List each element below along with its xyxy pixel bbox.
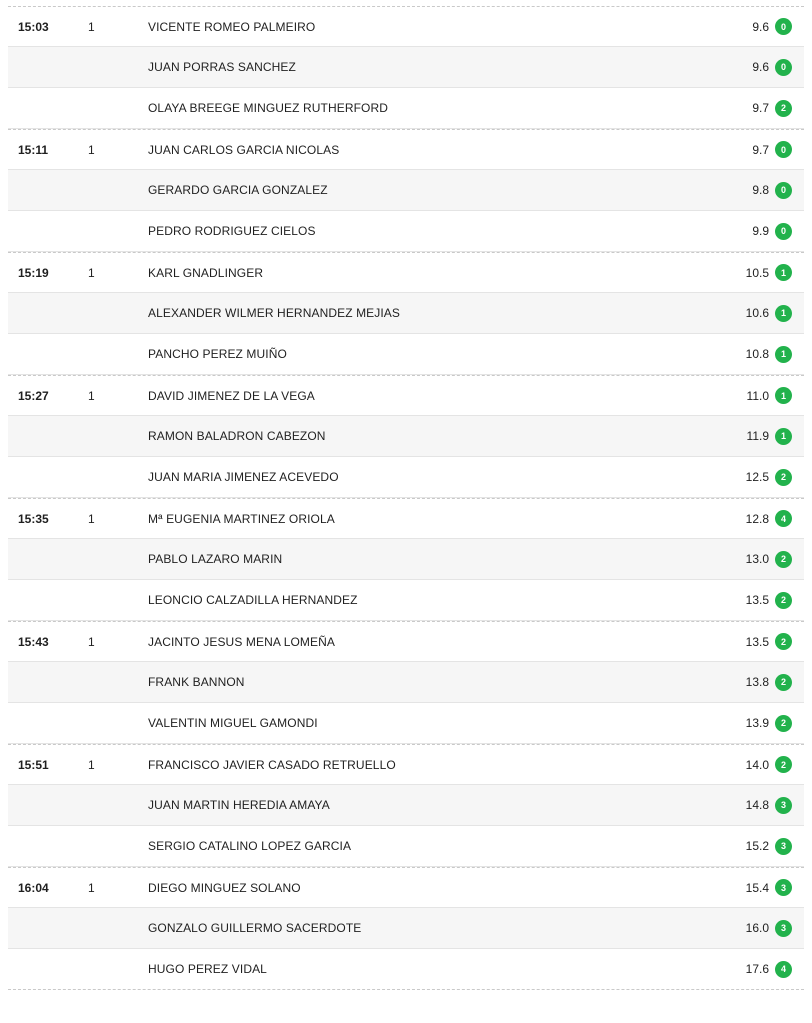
player-handicap: 10.8 (745, 347, 769, 361)
player-name: KARL GNADLINGER (148, 265, 264, 280)
status-badge: 0 (775, 59, 792, 76)
player-row[interactable] (8, 744, 804, 785)
status-badge: 3 (775, 879, 792, 896)
status-badge: 1 (775, 346, 792, 363)
player-handicap: 16.0 (745, 921, 769, 935)
tee-time: 15:11 (18, 142, 49, 157)
player-handicap: 10.6 (745, 306, 769, 320)
player-row[interactable] (8, 498, 804, 539)
player-handicap: 13.9 (745, 716, 769, 730)
status-badge: 2 (775, 633, 792, 650)
tee-number: 1 (88, 388, 95, 403)
player-handicap: 9.8 (752, 183, 769, 197)
player-name: VALENTIN MIGUEL GAMONDI (148, 716, 318, 730)
status-badge: 1 (775, 305, 792, 322)
player-name: JUAN PORRAS SANCHEZ (148, 60, 296, 74)
player-row[interactable] (8, 703, 804, 744)
player-row[interactable] (8, 334, 804, 375)
status-badge: 0 (775, 182, 792, 199)
player-name: JUAN CARLOS GARCIA NICOLAS (148, 142, 340, 157)
player-row[interactable] (8, 580, 804, 621)
player-handicap: 12.5 (745, 470, 769, 484)
tee-number: 1 (88, 265, 95, 280)
tee-time: 15:51 (18, 757, 49, 772)
tee-times-table (8, 0, 804, 990)
player-handicap: 9.9 (752, 224, 769, 238)
status-badge: 3 (775, 920, 792, 937)
player-row[interactable] (8, 47, 804, 88)
player-row[interactable] (8, 6, 804, 47)
player-row[interactable] (8, 826, 804, 867)
player-row[interactable] (8, 88, 804, 129)
status-badge: 2 (775, 469, 792, 486)
player-row[interactable] (8, 375, 804, 416)
player-name: GONZALO GUILLERMO SACERDOTE (148, 921, 362, 935)
status-badge: 0 (775, 141, 792, 158)
player-name: SERGIO CATALINO LOPEZ GARCIA (148, 839, 352, 853)
player-name: GERARDO GARCIA GONZALEZ (148, 183, 328, 197)
tee-time: 16:04 (18, 880, 49, 895)
player-handicap: 9.7 (752, 101, 769, 115)
tee-number: 1 (88, 142, 95, 157)
player-row[interactable] (8, 867, 804, 908)
player-name: JUAN MARIA JIMENEZ ACEVEDO (148, 470, 339, 484)
status-badge: 2 (775, 592, 792, 609)
player-name: PABLO LAZARO MARIN (148, 552, 283, 566)
status-badge: 2 (775, 551, 792, 568)
player-name: FRANCISCO JAVIER CASADO RETRUELLO (148, 757, 396, 772)
status-badge: 2 (775, 756, 792, 773)
player-handicap: 14.8 (745, 798, 769, 812)
player-row[interactable] (8, 662, 804, 703)
tee-time: 15:35 (18, 511, 49, 526)
player-handicap: 13.5 (745, 593, 769, 607)
player-handicap: 13.8 (745, 675, 769, 689)
status-badge: 2 (775, 100, 792, 117)
player-handicap: 9.6 (752, 19, 769, 34)
tee-time: 15:43 (18, 634, 49, 649)
player-row[interactable] (8, 539, 804, 580)
player-row[interactable] (8, 908, 804, 949)
player-row[interactable] (8, 211, 804, 252)
status-badge: 4 (775, 961, 792, 978)
tee-number: 1 (88, 634, 95, 649)
player-name: OLAYA BREEGE MINGUEZ RUTHERFORD (148, 101, 389, 115)
player-handicap: 14.0 (745, 757, 769, 772)
player-name: LEONCIO CALZADILLA HERNANDEZ (148, 593, 358, 607)
player-row[interactable] (8, 416, 804, 457)
player-row[interactable] (8, 785, 804, 826)
player-row[interactable] (8, 621, 804, 662)
player-row[interactable] (8, 949, 804, 990)
player-name: DIEGO MINGUEZ SOLANO (148, 880, 301, 895)
player-name: DAVID JIMENEZ DE LA VEGA (148, 388, 315, 403)
player-handicap: 9.6 (752, 60, 769, 74)
tee-number: 1 (88, 880, 95, 895)
tee-time: 15:19 (18, 265, 49, 280)
status-badge: 1 (775, 428, 792, 445)
player-handicap: 9.7 (752, 142, 769, 157)
player-name: ALEXANDER WILMER HERNANDEZ MEJIAS (148, 306, 401, 320)
status-badge: 1 (775, 264, 792, 281)
player-name: Mª EUGENIA MARTINEZ ORIOLA (148, 511, 335, 526)
player-row[interactable] (8, 129, 804, 170)
status-badge: 2 (775, 715, 792, 732)
player-handicap: 13.0 (745, 552, 769, 566)
tee-number: 1 (88, 511, 95, 526)
player-name: JUAN MARTIN HEREDIA AMAYA (148, 798, 330, 812)
player-name: JACINTO JESUS MENA LOMEÑA (148, 634, 335, 649)
player-name: FRANK BANNON (148, 675, 245, 689)
player-row[interactable] (8, 457, 804, 498)
tee-time: 15:27 (18, 388, 49, 403)
player-row[interactable] (8, 293, 804, 334)
player-handicap: 10.5 (745, 265, 769, 280)
player-name: HUGO PEREZ VIDAL (148, 962, 267, 976)
player-handicap: 11.9 (746, 429, 769, 443)
status-badge: 3 (775, 838, 792, 855)
player-handicap: 15.4 (745, 880, 769, 895)
status-badge: 0 (775, 18, 792, 35)
player-handicap: 17.6 (745, 962, 769, 976)
player-name: PANCHO PEREZ MUIÑO (148, 347, 287, 361)
status-badge: 0 (775, 223, 792, 240)
tee-number: 1 (88, 757, 95, 772)
player-handicap: 12.8 (745, 511, 769, 526)
player-handicap: 13.5 (745, 634, 769, 649)
player-row[interactable] (8, 252, 804, 293)
status-badge: 2 (775, 674, 792, 691)
tee-time: 15:03 (18, 19, 49, 34)
player-name: VICENTE ROMEO PALMEIRO (148, 19, 316, 34)
status-badge: 1 (775, 387, 792, 404)
status-badge: 4 (775, 510, 792, 527)
player-name: PEDRO RODRIGUEZ CIELOS (148, 224, 316, 238)
tee-number: 1 (88, 19, 95, 34)
player-row[interactable] (8, 170, 804, 211)
status-badge: 3 (775, 797, 792, 814)
player-handicap: 11.0 (746, 388, 769, 403)
player-name: RAMON BALADRON CABEZON (148, 429, 326, 443)
player-handicap: 15.2 (745, 839, 769, 853)
